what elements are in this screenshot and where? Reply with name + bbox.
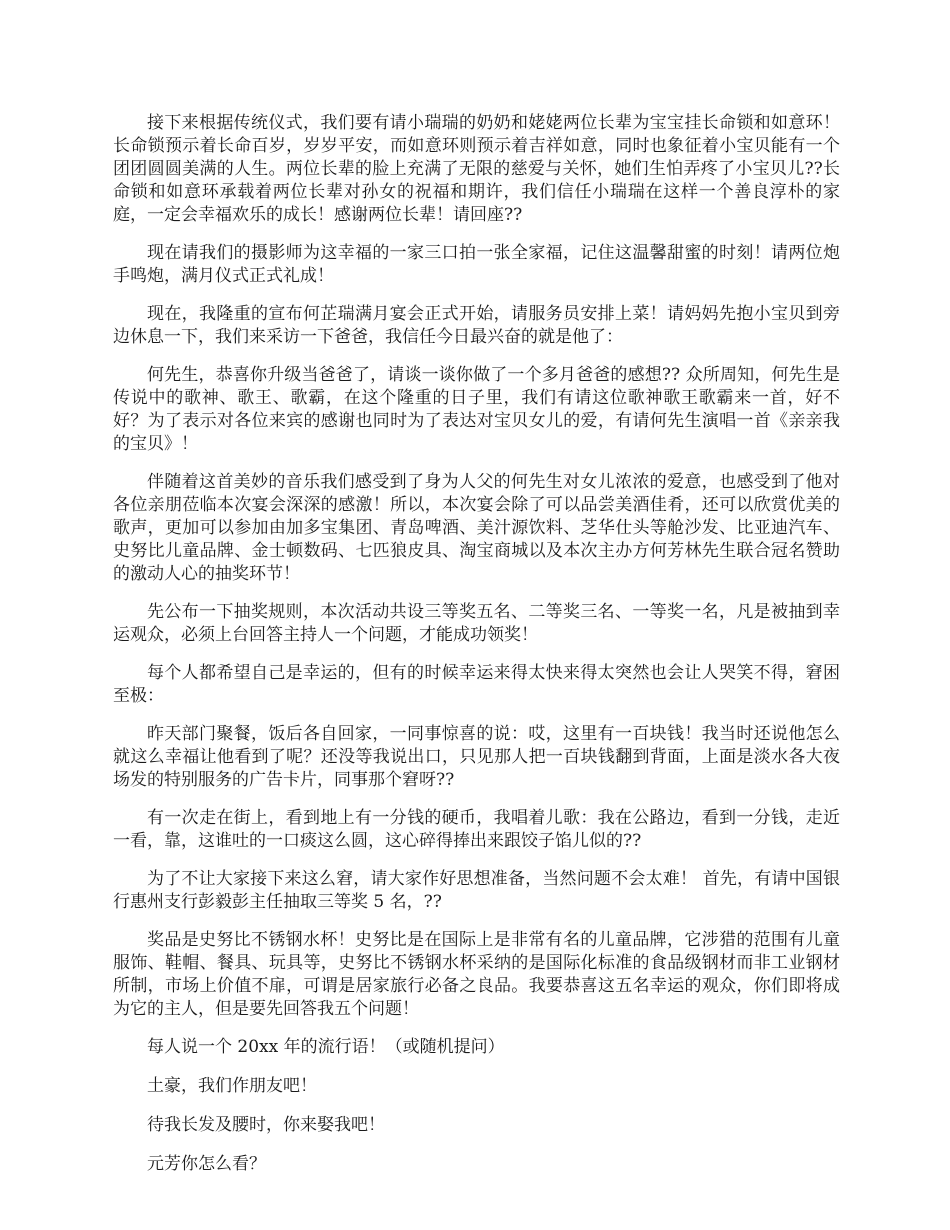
paragraph-lottery-rules: 先公布一下抽奖规则，本次活动共设三等奖五名、二等奖三名、一等奖一名，凡是被抽到幸运观众，必须上台回答主持人一个问题，才能成功领奖！ [113,602,840,645]
document-page [113,112,840,1192]
paragraph-question-buzzword: 每人说一个 20xx 年的流行语！（或随机提问） [147,1037,505,1057]
paragraph-phrase-3: 元芳你怎么看？ [147,1154,266,1174]
paragraph-ceremony-lock: 接下来根据传统仪式，我们要有请小瑞瑞的奶奶和姥姥两位长辈为宝宝挂长命锁和如意环！长命锁预示着长命百岁，岁岁平安，而如意环则预示着吉祥如意，同时也象征着小宝贝能有一个团团圆圆美满的人生。两位长辈的脸上充满了无限的慈爱与关怀，她们生怕弄疼了小宝贝儿??长命锁和如意环承载着两位长辈对孙女的祝福和期许，我们信任小瑞瑞在这样一个善良淳朴的家庭，一定会幸福欢乐的成长！感谢两位长辈！请回座?? [113,113,840,225]
paragraph-family-photo: 现在请我们的摄影师为这幸福的一家三口拍一张全家福，记住这温馨甜蜜的时刻！请两位炮手鸣炮，满月仪式正式礼成！ [113,243,840,286]
paragraph-phrase-2: 待我长发及腰时，你来娶我吧！ [147,1115,385,1135]
paragraph-banquet-start: 现在，我隆重的宣布何芷瑞满月宴会正式开始，请服务员安排上菜！请妈妈先抱小宝贝到旁边休息一下，我们来采访一下爸爸，我信任今日最兴奋的就是他了： [113,304,840,347]
paragraph-phrase-1: 土豪，我们作朋友吧！ [147,1076,317,1096]
paragraph-luck-intro: 每个人都希望自己是幸运的，但有的时候幸运来得太快来得太突然也会让人哭笑不得，窘困至极： [113,663,840,706]
paragraph-father-interview: 何先生，恭喜你升级当爸爸了，请谈一谈你做了一个多月爸爸的感想?? 众所周知，何先生是传说中的歌神、歌王、歌霸，在这个隆重的日子里，我们有请这位歌神歌王歌霸来一首，好不好？为了表示对各位来宾的感谢也同时为了表达对宝贝女儿的爱，有请何先生演唱一首《亲亲我的宝贝》！ [113,365,840,454]
paragraph-sponsors: 伴随着这首美妙的音乐我们感受到了身为人父的何先生对女儿浓浓的爱意，也感受到了他对各位亲朋莅临本次宴会深深的感激！所以，本次宴会除了可以品尝美酒佳肴，还可以欣赏优美的歌声，更加可以参加由加多宝集团、青岛啤酒、美汁源饮料、芝华仕头等舱沙发、比亚迪汽车、史努比儿童品牌、金士顿数码、七匹狼皮具、淘宝商城以及本次主办方何芳林先生联合冠名赞助的激动人心的抽奖环节！ [113,472,840,584]
paragraph-prize-description: 奖品是史努比不锈钢水杯！史努比是在国际上是非常有名的儿童品牌，它涉猎的范围有儿童服饰、鞋帽、餐具、玩具等，史努比不锈钢水杯采纳的是国际化标准的食品级钢材而非工业钢材所制，市场上价值不扉，可谓是居家旅行必备之良品。我要恭喜这五名幸运的观众，你们即将成为它的主人，但是要先回答我五个问题！ [113,930,840,1019]
paragraph-third-prize-draw: 为了不让大家接下来这么窘，请大家作好思想准备，当然问题不会太难！ 首先，有请中国银行惠州支行彭毅彭主任抽取三等奖 5 名，?? [113,869,840,912]
paragraph-story-dinner: 昨天部门聚餐，饭后各自回家，一同事惊喜的说：哎，这里有一百块钱！我当时还说他怎么就这么幸福让他看到了呢？还没等我说出口，只见那人把一百块钱翻到背面，上面是淡水各大夜场发的特别服务的广告卡片，同事那个窘呀?? [113,724,840,790]
paragraph-story-coin: 有一次走在街上，看到地上有一分钱的硬币，我唱着儿歌：我在公路边，看到一分钱，走近一看，靠，这谁吐的一口痰这么圆，这心碎得捧出来跟饺子馅儿似的?? [113,808,840,851]
